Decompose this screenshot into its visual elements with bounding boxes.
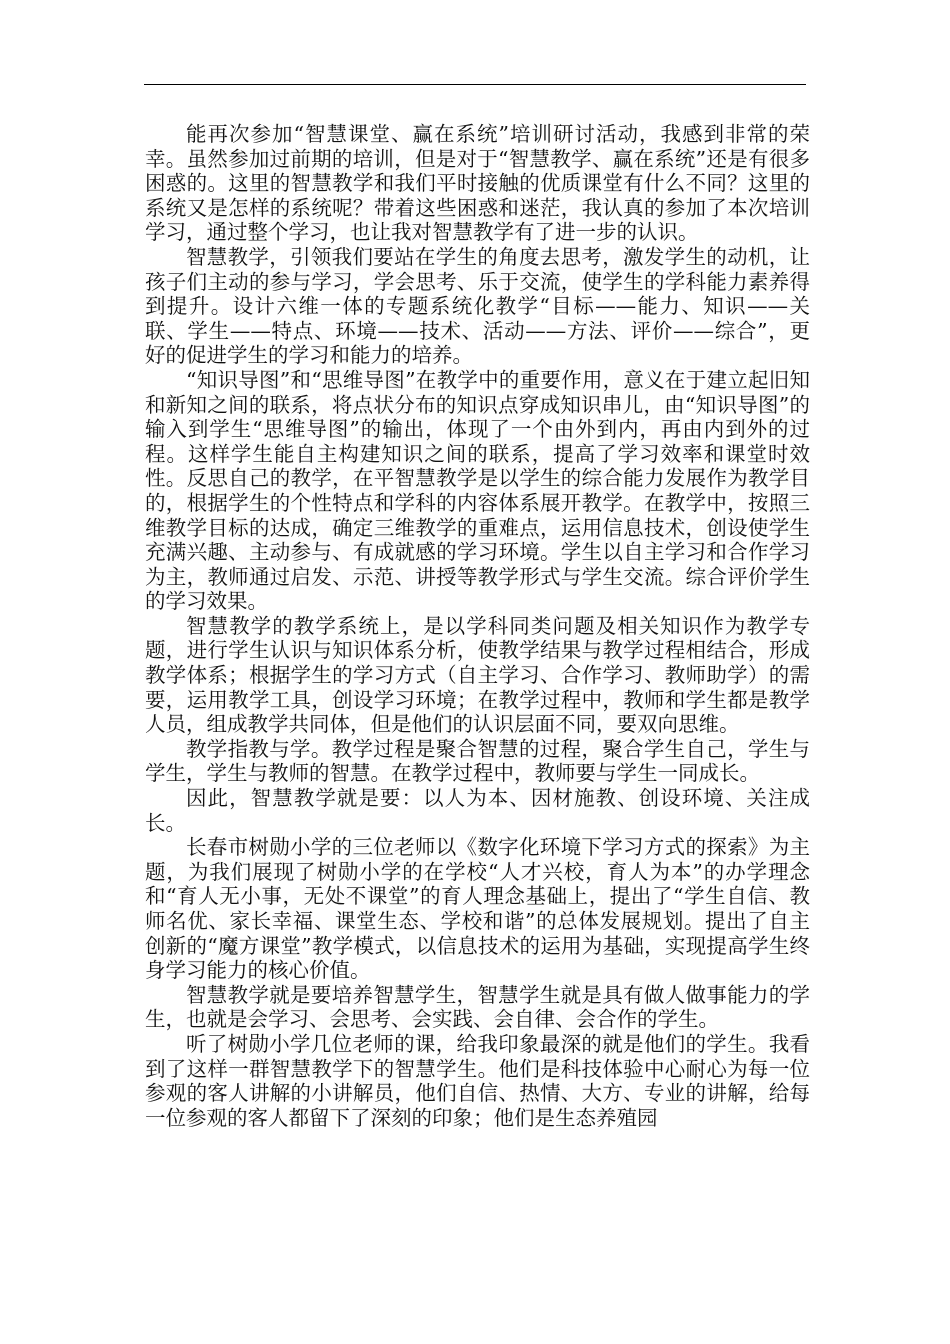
paragraph-9: 听了树勋小学几位老师的课，给我印象最深的就是他们的学生。我看到了这样一群智慧教学下的智慧学生。他们是科技体验中心耐心为每一位参观的客人讲解的小讲解员，他们自信、热情、大方、专业的讲解，给每一位参观的客人都留下了深刻的印象；他们是生态养殖园 [145,1031,810,1130]
paragraph-5: 教学指教与学。教学过程是聚合智慧的过程，聚合学生自己，学生与学生，学生与教师的智慧。在教学过程中，教师要与学生一同成长。 [145,736,810,786]
header-rule [144,84,806,85]
paragraph-3: “知识导图”和“思维导图”在教学中的重要作用，意义在于建立起旧知和新知之间的联系，将点状分布的知识点穿成知识串儿，由“知识导图”的输入到学生“思维导图”的输出，体现了一个由外到内，再由内到外的过程。这样学生能自主构建知识之间的联系，提高了学习效率和课堂时效性。反思自己的教学，在平智慧教学是以学生的综合能力发展作为教学目的，根据学生的个性特点和学科的内容体系展开教学。在教学中，按照三维教学目标的达成，确定三维教学的重难点，运用信息技术，创设使学生充满兴趣、主动参与、有成就感的学习环境。学生以自主学习和合作学习为主，教师通过启发、示范、讲授等教学形式与学生交流。综合评价学生的学习效果。 [145,367,810,614]
paragraph-8: 智慧教学就是要培养智慧学生，智慧学生就是具有做人做事能力的学生，也就是会学习、会思考、会实践、会自律、会合作的学生。 [145,982,810,1032]
paragraph-1: 能再次参加“智慧课堂、赢在系统”培训研讨活动，我感到非常的荣幸。虽然参加过前期的培训，但是对于“智慧教学、赢在系统”还是有很多困惑的。这里的智慧教学和我们平时接触的优质课堂有什么不同？这里的系统又是怎样的系统呢？带着这些困惑和迷茫，我认真的参加了本次培训学习，通过整个学习，也让我对智慧教学有了进一步的认识。 [145,122,810,245]
paragraph-7: 长春市树勋小学的三位老师以《数字化环境下学习方式的探索》为主题，为我们展现了树勋小学的在学校“人才兴校，育人为本”的办学理念和“育人无小事，无处不课堂”的育人理念基础上，提出了“学生自信、教师名优、家长幸福、课堂生态、学校和谐”的总体发展规划。提出了自主创新的“魔方课堂”教学模式，以信息技术的运用为基础，实现提高学生终身学习能力的核心价值。 [145,835,810,983]
paragraph-2: 智慧教学，引领我们要站在学生的角度去思考，激发学生的动机，让孩子们主动的参与学习，学会思考、乐于交流，使学生的学科能力素养得到提升。设计六维一体的专题系统化教学“目标——能力、知识——关联、学生——特点、环境——技术、活动——方法、评价——综合”，更好的促进学生的学习和能力的培养。 [145,244,810,368]
body-text [145,122,810,1130]
paragraph-4: 智慧教学的教学系统上，是以学科同类问题及相关知识作为教学专题，进行学生认识与知识体系分析，使教学结果与教学过程相结合，形成教学体系；根据学生的学习方式（自主学习、合作学习、教师助学）的需要，运用教学工具，创设学习环境；在教学过程中，教师和学生都是教学人员，组成教学共同体，但是他们的认识层面不同，要双向思维。 [145,613,810,737]
paragraph-6: 因此，智慧教学就是要：以人为本、因材施教、创设环境、关注成长。 [145,786,810,835]
